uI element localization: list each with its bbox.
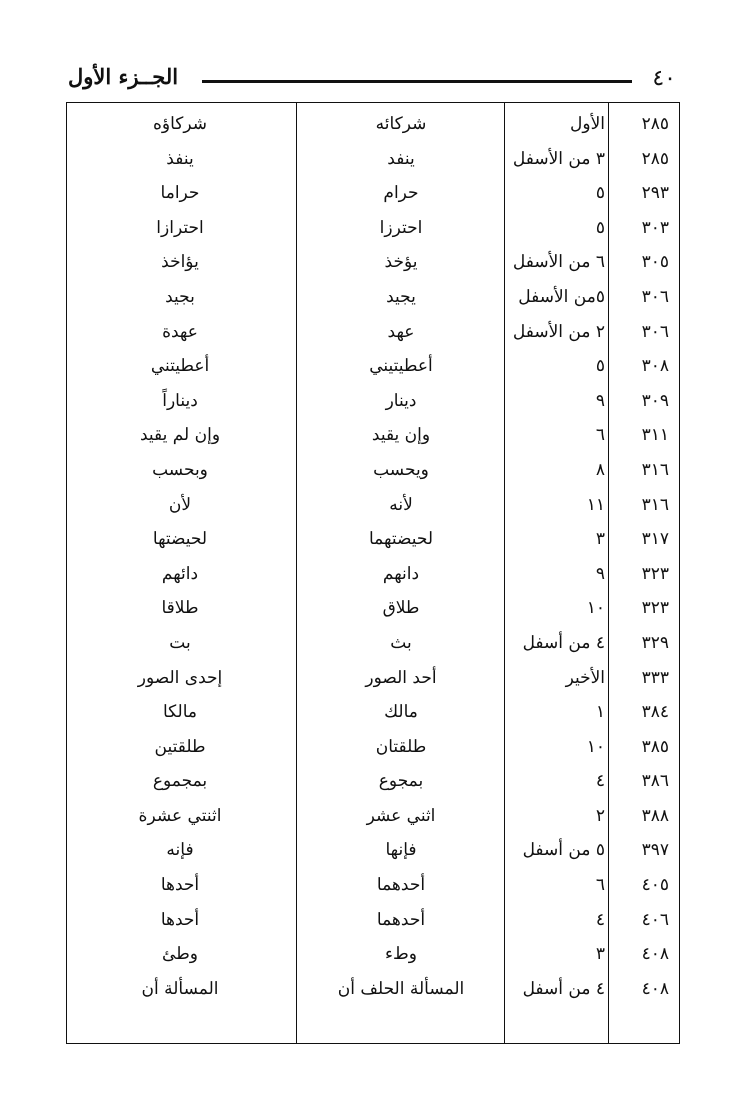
page-number-cell: ٣٢٣ — [641, 563, 669, 584]
header-rule — [202, 80, 632, 83]
correction-text-cell: بمجموع — [152, 771, 208, 792]
line-number-cell: ٦ — [595, 425, 605, 446]
error-text-cell: المسألة الحلف أن — [337, 978, 465, 999]
page-number-cell: ٣٠٦ — [641, 321, 669, 342]
page-number-cell: ٣١٦ — [641, 459, 669, 480]
table-row — [67, 280, 679, 315]
error-text-cell: طلقتان — [375, 736, 427, 757]
line-number-cell: ١٠ — [586, 598, 605, 619]
page-number-cell: ٣٨٨ — [641, 805, 669, 826]
page-number-cell: ٣٠٨ — [641, 356, 669, 377]
error-text-cell: فإنها — [385, 840, 417, 861]
line-number-cell: ٩ — [595, 390, 605, 411]
error-text-cell: وإن يقيد — [371, 425, 431, 446]
table-row — [67, 903, 679, 938]
table-rows — [67, 107, 679, 1006]
table-row — [67, 211, 679, 246]
table-row — [67, 764, 679, 799]
line-number-cell: ٥ من أسفل — [522, 840, 605, 861]
line-number-cell: ٦ — [595, 875, 605, 896]
line-number-cell: ١١ — [586, 494, 605, 515]
page-number-cell: ٣٨٤ — [641, 702, 669, 723]
error-text-cell: يؤخذ — [384, 252, 418, 273]
correction-text-cell: يؤاخذ — [161, 252, 199, 273]
page-header — [66, 60, 680, 96]
correction-text-cell: ينفذ — [166, 148, 194, 169]
error-text-cell: بث — [390, 632, 412, 653]
error-text-cell: بمجوع — [378, 771, 424, 792]
correction-text-cell: إحدى الصور — [137, 667, 223, 688]
page-number-cell: ٣٣٣ — [641, 667, 669, 688]
page-number-cell: ٢٩٣ — [641, 183, 669, 204]
table-row — [67, 626, 679, 661]
error-text-cell: ويحسب — [373, 459, 429, 480]
correction-text-cell: أحدها — [160, 909, 200, 930]
correction-text-cell: فإنه — [166, 840, 194, 861]
error-text-cell: مالك — [384, 702, 418, 723]
errata-table — [66, 102, 680, 1044]
page-number-cell: ٣١١ — [641, 425, 669, 446]
page-number-cell: ٤٠٦ — [641, 909, 669, 930]
page-number-cell: ٣١٦ — [641, 494, 669, 515]
table-row — [67, 176, 679, 211]
table-row — [67, 591, 679, 626]
error-text-cell: يجيد — [386, 286, 416, 307]
line-number-cell: ٤ من أسفل — [522, 632, 605, 653]
line-number-cell: ٣ — [595, 944, 605, 965]
page-number-cell: ٣٨٥ — [641, 736, 669, 757]
error-text-cell: أحدهما — [376, 909, 426, 930]
line-number-cell: ٤ — [595, 771, 605, 792]
correction-text-cell: طلقتين — [154, 736, 206, 757]
correction-text-cell: لأن — [168, 494, 192, 515]
line-number-cell: ٤ — [595, 909, 605, 930]
table-row — [67, 557, 679, 592]
correction-text-cell: وطئ — [162, 944, 198, 965]
page-number-cell: ٣٢٩ — [641, 632, 669, 653]
correction-text-cell: وإن لم يقيد — [139, 425, 221, 446]
table-row — [67, 107, 679, 142]
table-row — [67, 868, 679, 903]
page-number-cell: ٢٨٥ — [641, 148, 669, 169]
correction-text-cell: ديناراً — [162, 390, 198, 411]
table-row — [67, 833, 679, 868]
table-row — [67, 522, 679, 557]
table-row — [67, 315, 679, 350]
correction-text-cell: اثنتي عشرة — [138, 805, 222, 826]
error-text-cell: لحيضتهما — [369, 529, 433, 550]
table-row — [67, 349, 679, 384]
correction-text-cell: أعطيتني — [150, 356, 210, 377]
error-text-cell: احترزا — [379, 217, 423, 238]
correction-text-cell: بت — [169, 632, 191, 653]
correction-text-cell: وبحسب — [152, 459, 208, 480]
line-number-cell: ٢ من الأسفل — [512, 321, 605, 342]
page-number-cell: ٤٠٨ — [641, 978, 669, 999]
line-number-cell: ٢ — [595, 805, 605, 826]
line-number-cell: الأول — [570, 114, 605, 134]
line-number-cell: ٥من الأسفل — [518, 286, 605, 307]
line-number-cell: ٥ — [595, 356, 605, 377]
error-text-cell: أحد الصور — [365, 667, 437, 688]
table-row — [67, 972, 679, 1007]
table-row — [67, 453, 679, 488]
table-row — [67, 661, 679, 696]
table-row — [67, 142, 679, 177]
error-text-cell: وطء — [385, 944, 417, 965]
page-number-cell: ٤٠٨ — [641, 944, 669, 965]
line-number-cell: ٦ من الأسفل — [512, 252, 605, 273]
correction-text-cell: احترازا — [156, 217, 204, 238]
table-row — [67, 488, 679, 523]
error-text-cell: لأنه — [389, 494, 413, 515]
error-text-cell: ينفد — [387, 148, 415, 169]
error-text-cell: أعطيتيني — [369, 356, 433, 377]
table-row — [67, 730, 679, 765]
line-number-cell: ٩ — [595, 563, 605, 584]
line-number-cell: ٣ من الأسفل — [512, 148, 605, 169]
error-text-cell: طلاق — [382, 598, 420, 619]
line-number-cell: الأخير — [565, 667, 605, 688]
correction-text-cell: المسألة أن — [141, 978, 219, 999]
correction-text-cell: شركاؤه — [152, 114, 207, 134]
page-number-cell: ٣٠٣ — [641, 217, 669, 238]
page-number: ٤٠ — [652, 66, 676, 91]
line-number-cell: ١٠ — [586, 736, 605, 757]
correction-text-cell: عهدة — [162, 321, 198, 342]
error-text-cell: دينار — [385, 390, 417, 411]
running-title: الجــزء الأول — [68, 64, 179, 89]
correction-text-cell: لحيضتها — [152, 529, 208, 550]
correction-text-cell: حراما — [160, 183, 200, 204]
page-number-cell: ٣٨٦ — [641, 771, 669, 792]
table-row — [67, 384, 679, 419]
error-text-cell: حرام — [383, 183, 419, 204]
table-row — [67, 937, 679, 972]
correction-text-cell: بجيد — [165, 286, 195, 307]
correction-text-cell: طلاقا — [161, 598, 199, 619]
error-text-cell: اثني عشر — [366, 805, 436, 826]
page-number-cell: ٣٠٩ — [641, 390, 669, 411]
line-number-cell: ٥ — [595, 183, 605, 204]
page-number-cell: ٣١٧ — [641, 529, 669, 550]
correction-text-cell: أحدها — [160, 875, 200, 896]
table-row — [67, 245, 679, 280]
error-text-cell: دانهم — [382, 563, 420, 584]
page-number-cell: ٣٩٧ — [641, 840, 669, 861]
line-number-cell: ٨ — [595, 459, 605, 480]
page-number-cell: ٢٨٥ — [641, 114, 669, 134]
page-number-cell: ٣٠٥ — [641, 252, 669, 273]
page-number-cell: ٣٠٦ — [641, 286, 669, 307]
table-row — [67, 418, 679, 453]
line-number-cell: ١ — [595, 702, 605, 723]
page-number-cell: ٤٠٥ — [641, 875, 669, 896]
correction-text-cell: مالكا — [162, 702, 198, 723]
error-text-cell: شركائه — [375, 114, 427, 134]
line-number-cell: ٣ — [595, 529, 605, 550]
table-row — [67, 695, 679, 730]
page-number-cell: ٣٢٣ — [641, 598, 669, 619]
line-number-cell: ٤ من أسفل — [522, 978, 605, 999]
table-row — [67, 799, 679, 834]
error-text-cell: عهد — [387, 321, 415, 342]
error-text-cell: أحدهما — [376, 875, 426, 896]
line-number-cell: ٥ — [595, 217, 605, 238]
correction-text-cell: دائهم — [161, 563, 199, 584]
